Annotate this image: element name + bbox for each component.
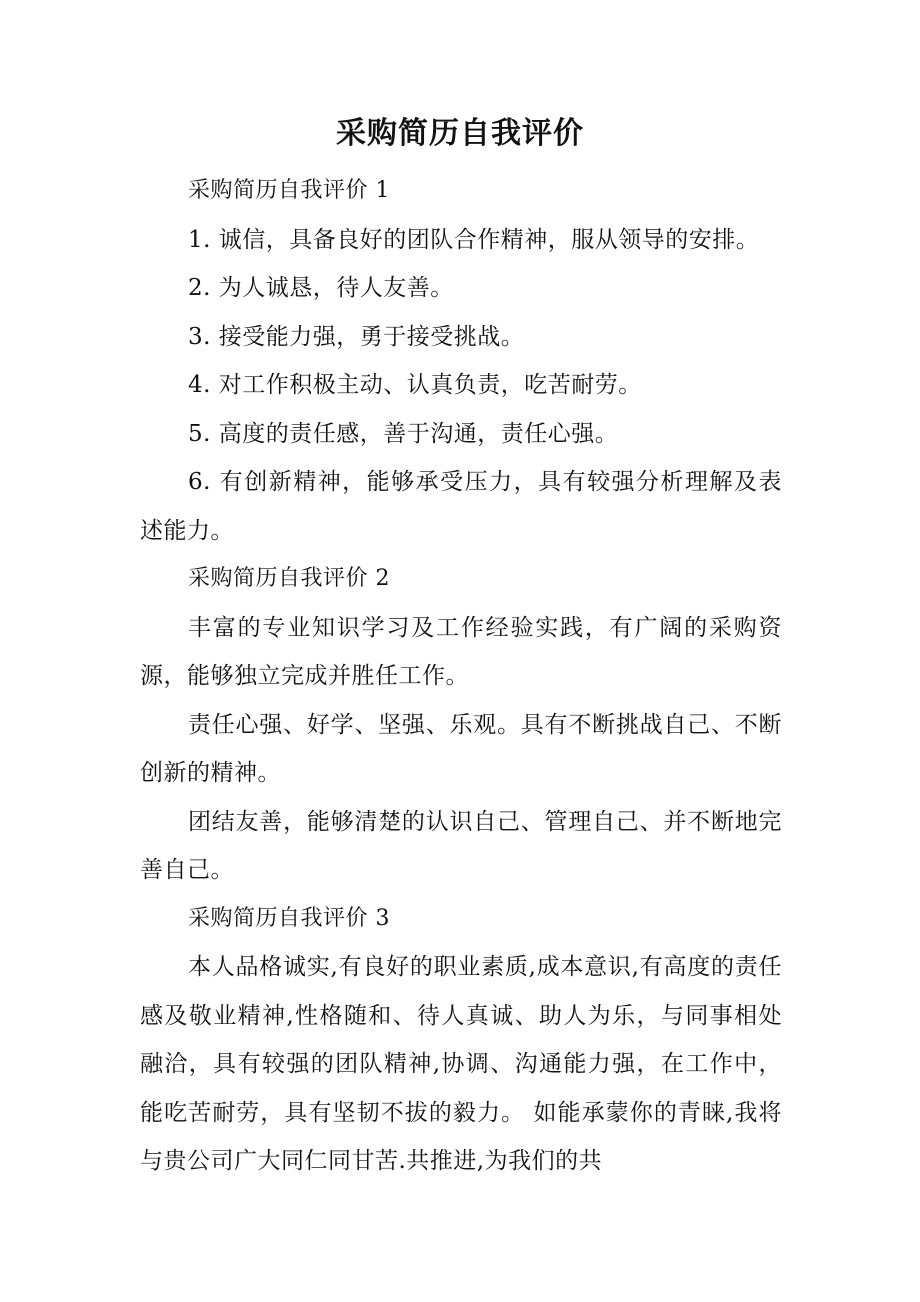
document-title: 采购简历自我评价 — [336, 116, 584, 151]
section-heading-2: 采购简历自我评价 2 — [188, 566, 390, 591]
document-body — [140, 167, 782, 1186]
section-heading-3: 采购简历自我评价 3 — [188, 905, 390, 931]
list-item-1: 1. 诚信，具备良好的团队合作精神，服从领导的安排。 — [188, 226, 760, 253]
paragraph-2-2: 责任心强、好学、坚强、乐观。具有不断挑战自己、不断创新的精神。 — [140, 711, 782, 786]
list-item-3: 3. 接受能力强，勇于接受挑战。 — [188, 323, 525, 350]
paragraph-2-1: 丰富的专业知识学习及工作经验实践，有广阔的采购资源，能够独立完成并胜任工作。 — [140, 614, 782, 689]
list-item-5: 5. 高度的责任感，善于沟通，责任心强。 — [188, 420, 619, 447]
list-item-2: 2. 为人诚恳，待人友善。 — [188, 275, 454, 301]
section-heading-1: 采购简历自我评价 1 — [188, 178, 390, 203]
paragraph-3-1: 本人品格诚实,有良好的职业素质,成本意识,有高度的责任感及敬业精神,性格随和、待人真诚、助人为乐，与同事相处融洽，具有较强的团队精神,协调、沟通能力强，在工作中，能吃苦耐劳，具有坚韧不拔的毅力。 如能承蒙你的青睐,我将与贵公司广大同仁同甘苦.共推进,为我们的共 — [140, 954, 782, 1174]
list-item-6: 6. 有创新精神，能够承受压力，具有较强分析理解及表述能力。 — [140, 469, 782, 544]
paragraph-2-3: 团结友善，能够清楚的认识自己、管理自己、并不断地完善自己。 — [140, 808, 782, 883]
list-item-4: 4. 对工作积极主动、认真负责，吃苦耐劳。 — [188, 372, 642, 398]
